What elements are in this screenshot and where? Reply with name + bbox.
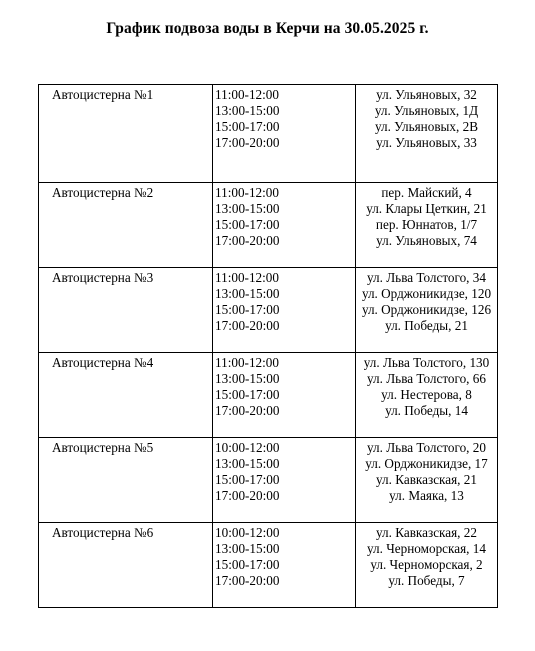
address: ул. Льва Толстого, 34 xyxy=(367,270,486,285)
table-row xyxy=(39,268,498,353)
addresses-cell xyxy=(356,438,498,523)
time-slot: 13:00-15:00 xyxy=(215,286,280,301)
times-cell xyxy=(213,85,356,183)
time-slot: 15:00-17:00 xyxy=(215,217,280,232)
time-slot: 15:00-17:00 xyxy=(215,302,280,317)
time-slot: 17:00-20:00 xyxy=(215,233,280,248)
times-cell xyxy=(213,523,356,608)
address: ул. Победы, 21 xyxy=(385,318,468,333)
address: ул. Льва Толстого, 130 xyxy=(363,355,490,370)
addresses-cell xyxy=(356,85,498,183)
address: ул. Кавказская, 21 xyxy=(376,472,477,487)
truck-cell: Автоцистерна №3 xyxy=(39,268,213,353)
time-slot: 11:00-12:00 xyxy=(215,270,279,285)
time-slot: 10:00-12:00 xyxy=(215,440,280,455)
time-slot: 11:00-12:00 xyxy=(215,87,279,102)
time-slot: 13:00-15:00 xyxy=(215,371,280,386)
address: ул. Победы, 7 xyxy=(388,573,465,588)
times-cell xyxy=(213,353,356,438)
time-slot: 17:00-20:00 xyxy=(215,403,280,418)
time-slot: 13:00-15:00 xyxy=(215,456,280,471)
table-row xyxy=(39,85,498,183)
time-slot: 17:00-20:00 xyxy=(215,318,280,333)
addresses-cell xyxy=(356,268,498,353)
time-slot: 11:00-12:00 xyxy=(215,185,279,200)
addresses-cell xyxy=(356,523,498,608)
table-row xyxy=(39,438,498,523)
address: ул. Льва Толстого, 20 xyxy=(367,440,486,455)
table-row xyxy=(39,523,498,608)
table-row xyxy=(39,353,498,438)
time-slot: 15:00-17:00 xyxy=(215,557,280,572)
address: ул. Орджоникидзе, 126 xyxy=(361,302,492,317)
addresses-cell xyxy=(356,183,498,268)
address: ул. Кавказская, 22 xyxy=(376,525,477,540)
address: пер. Юннатов, 1/7 xyxy=(375,217,478,232)
time-slot: 17:00-20:00 xyxy=(215,135,280,150)
times-cell xyxy=(213,183,356,268)
times-cell xyxy=(213,268,356,353)
address: ул. Победы, 14 xyxy=(385,403,468,418)
time-slot: 15:00-17:00 xyxy=(215,472,280,487)
table-row xyxy=(39,183,498,268)
truck-cell: Автоцистерна №6 xyxy=(39,523,213,608)
time-slot: 13:00-15:00 xyxy=(215,103,280,118)
time-slot: 15:00-17:00 xyxy=(215,119,280,134)
address: ул. Орджоникидзе, 17 xyxy=(365,456,488,471)
page-title: График подвоза воды в Керчи на 30.05.2025 г. xyxy=(106,20,429,37)
address: ул. Клары Цеткин, 21 xyxy=(366,201,487,216)
address: ул. Ульяновых, 33 xyxy=(376,135,477,150)
times-cell xyxy=(213,438,356,523)
address: ул. Льва Толстого, 66 xyxy=(367,371,486,386)
address: ул. Ульяновых, 32 xyxy=(376,87,477,102)
address: пер. Майский, 4 xyxy=(381,185,472,200)
address: ул. Ульяновых, 74 xyxy=(376,233,477,248)
truck-cell: Автоцистерна №2 xyxy=(39,183,213,268)
address: ул. Маяка, 13 xyxy=(389,488,464,503)
time-slot: 17:00-20:00 xyxy=(215,488,280,503)
time-slot: 15:00-17:00 xyxy=(215,387,280,402)
time-slot: 10:00-12:00 xyxy=(215,525,280,540)
address: ул. Черноморская, 2 xyxy=(370,557,483,572)
time-slot: 17:00-20:00 xyxy=(215,573,280,588)
addresses-cell xyxy=(356,353,498,438)
address: ул. Нестерова, 8 xyxy=(381,387,472,402)
time-slot: 13:00-15:00 xyxy=(215,201,280,216)
truck-cell: Автоцистерна №4 xyxy=(39,353,213,438)
address: ул. Ульяновых, 2В xyxy=(374,119,478,134)
schedule-table xyxy=(38,84,498,608)
address: ул. Орджоникидзе, 120 xyxy=(361,286,492,301)
truck-cell: Автоцистерна №1 xyxy=(39,85,213,183)
time-slot: 13:00-15:00 xyxy=(215,541,280,556)
address: ул. Черноморская, 14 xyxy=(367,541,486,556)
truck-cell: Автоцистерна №5 xyxy=(39,438,213,523)
address: ул. Ульяновых, 1Д xyxy=(374,103,479,118)
time-slot: 11:00-12:00 xyxy=(215,355,279,370)
